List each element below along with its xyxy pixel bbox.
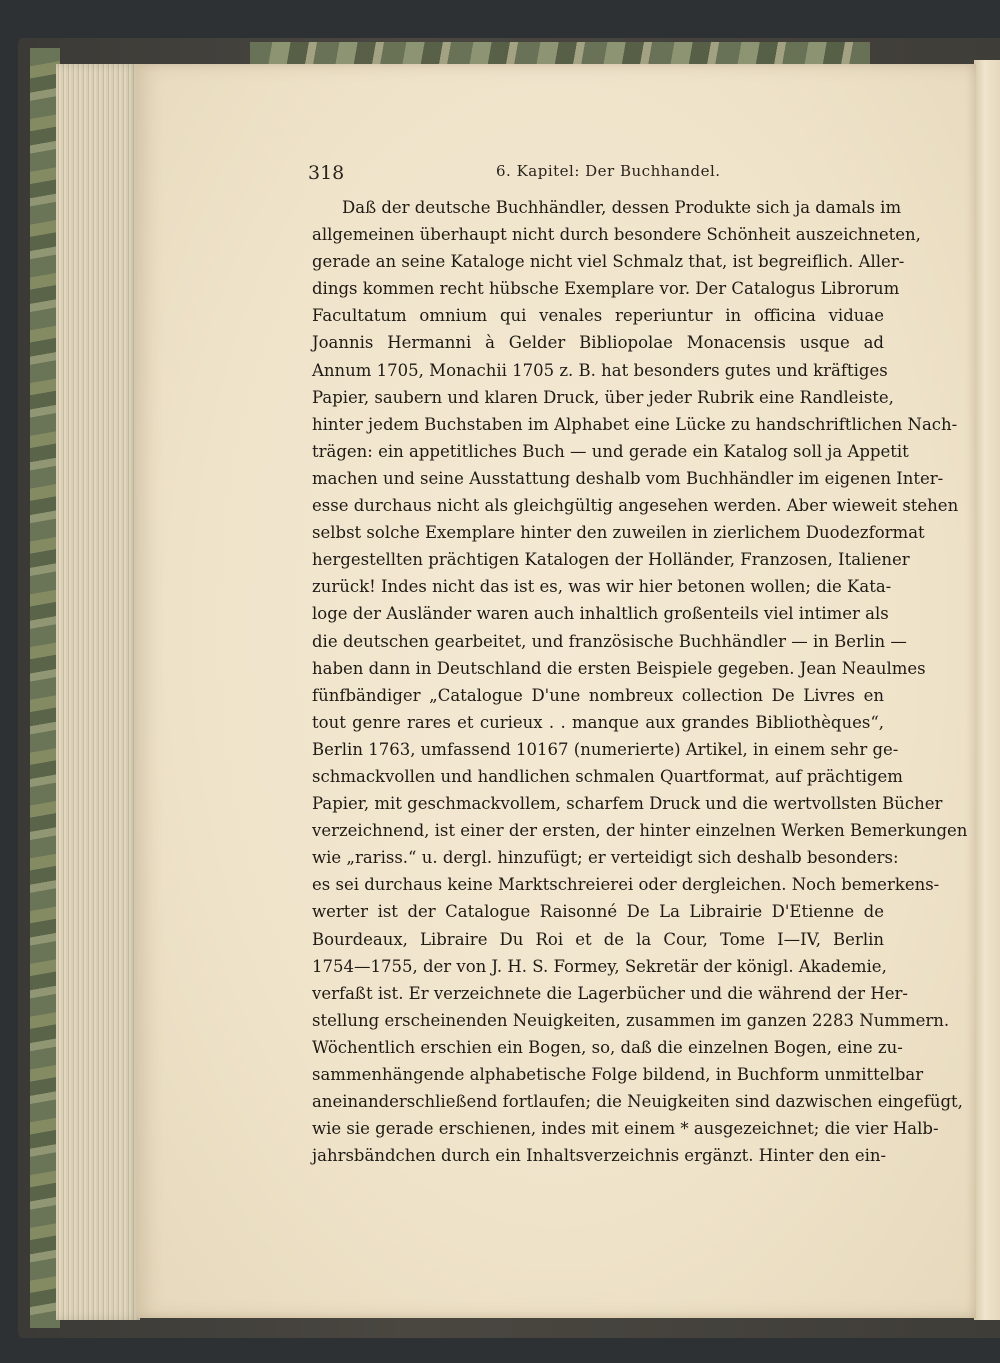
text-line: Wöchentlich erschien ein Bogen, so, daß die einzelnen Bogen, eine zu- [312, 1037, 903, 1057]
text-line: Facultatum omnium qui venales reperiuntur in officina viduae [312, 306, 884, 326]
text-line: hinter jedem Buchstaben im Alphabet eine Lücke zu handschriftlichen Nach- [312, 414, 958, 434]
text-line: wie „rariss.“ u. dergl. hinzufügt; er verteidigt sich deshalb besonders: [312, 848, 899, 868]
text-line: jahrsbändchen durch ein Inhaltsverzeichnis ergänzt. Hinter den ein- [312, 1146, 887, 1166]
text-line: Annum 1705, Monachii 1705 z. B. hat besonders gutes und kräftiges [312, 360, 888, 380]
body-text [312, 194, 968, 1169]
marbled-top-edge [250, 42, 870, 64]
text-line: verfaßt ist. Er verzeichnete die Lagerbücher und die während der Her- [312, 983, 908, 1003]
text-line: aneinanderschließend fortlaufen; die Neuigkeiten sind dazwischen eingefügt, [312, 1092, 963, 1112]
text-line: wie sie gerade erschienen, indes mit einem * ausgezeichnet; die vier Halb- [312, 1119, 939, 1139]
text-line: selbst solche Exemplare hinter den zuweilen in zierlichem Duodezformat [312, 523, 925, 543]
text-line: zurück! Indes nicht das ist es, was wir hier betonen wollen; die Kata- [312, 577, 892, 597]
text-line: esse durchaus nicht als gleichgültig angesehen werden. Aber wieweit stehen [312, 496, 959, 516]
text-line: es sei durchaus keine Marktschreierei oder dergleichen. Noch bemerkens- [312, 875, 940, 895]
text-line: sammenhängende alphabetische Folge bildend, in Buchform unmittelbar [312, 1065, 924, 1084]
text-line: hergestellten prächtigen Katalogen der Holländer, Franzosen, Italiener [312, 550, 910, 570]
text-line: trägen: ein appetitliches Buch — und gerade ein Katalog soll ja Appetit [312, 441, 909, 461]
text-line: stellung erscheinenden Neuigkeiten, zusammen im ganzen 2283 Nummern. [312, 1010, 950, 1030]
text-line: fünfbändiger „Catalogue D'une nombreux collection De Livres en [312, 685, 884, 705]
page-header [308, 160, 890, 190]
text-line: loge der Ausländer waren auch inhaltlich großenteils viel intimer als [312, 604, 889, 624]
page-number: 318 [308, 162, 345, 184]
text-line: Berlin 1763, umfassend 10167 (numerierte) Artikel, in einem sehr ge- [312, 739, 899, 759]
text-line: machen und seine Ausstattung deshalb vom Buchhändler im eigenen Inter- [312, 468, 944, 488]
text-line: Joannis Hermanni à Gelder Bibliopolae Monacensis usque ad [312, 333, 884, 353]
text-line: tout genre rares et curieux . . manque aux grandes Bibliothèques“, [312, 712, 884, 732]
text-line: dings kommen recht hübsche Exemplare vor. Der Catalogus Librorum [312, 279, 900, 299]
text-line: Bourdeaux, Libraire Du Roi et de la Cour, Tome I—IV, Berlin [312, 929, 884, 949]
text-line: Daß der deutsche Buchhändler, dessen Produkte sich ja damals im [342, 198, 902, 217]
text-line: werter ist der Catalogue Raisonné De La Librairie D'Etienne de [312, 902, 884, 922]
text-line: haben dann in Deutschland die ersten Beispiele gegeben. Jean Neaulmes [312, 658, 926, 678]
text-line: Papier, mit geschmackvollem, scharfem Druck und die wertvollsten Bücher [312, 794, 943, 814]
text-line: allgemeinen überhaupt nicht durch besondere Schönheit auszeichneten, [312, 225, 921, 245]
text-line: verzeichnend, ist einer der ersten, der hinter einzelnen Werken Bemerkungen [312, 821, 968, 841]
facing-page-edge [974, 60, 1000, 1320]
text-line: 1754—1755, der von J. H. S. Formey, Sekretär der königl. Akademie, [312, 956, 887, 976]
text-line: gerade an seine Kataloge nicht viel Schmalz that, ist begreiflich. Aller- [312, 252, 905, 272]
text-line: Papier, saubern und klaren Druck, über jeder Rubrik eine Randleiste, [312, 387, 894, 407]
page-stack-edge [56, 64, 140, 1320]
text-line: die deutschen gearbeitet, und französische Buchhändler — in Berlin — [312, 631, 907, 651]
text-line: schmackvollen und handlichen schmalen Quartformat, auf prächtigem [312, 766, 903, 786]
running-title: 6. Kapitel: Der Buchhandel. [496, 162, 721, 180]
